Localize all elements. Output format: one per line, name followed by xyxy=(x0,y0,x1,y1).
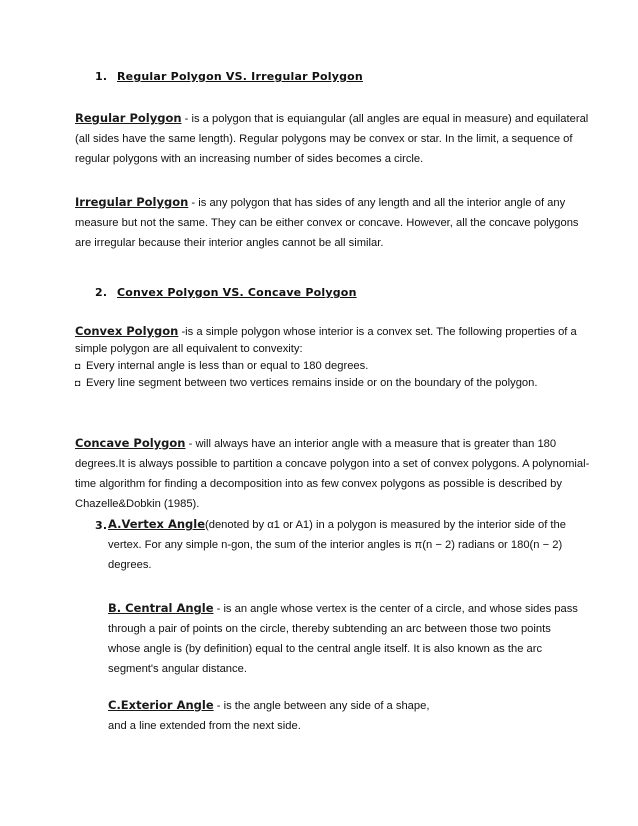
section-2-heading xyxy=(95,286,357,299)
paragraph-line: -is a simple polygon whose interior is a convex set. The following properties of a xyxy=(178,326,577,338)
section-3-number: 3. xyxy=(95,519,108,532)
bullet-item: ◘ Every line segment between two vertices remains inside or on the boundary of the polygon. xyxy=(75,375,563,392)
vertex-angle-paragraph xyxy=(108,514,566,575)
paragraph-line: are irregular because their interior angles cannot be all similar. xyxy=(75,237,384,249)
paragraph-line: (denoted by α1 or A1) in a polygon is measured by the interior side of the xyxy=(205,519,566,531)
paragraph-line: through a pair of points on the circle, thereby subtending an arc between those two points xyxy=(108,623,551,635)
term-irregular-polygon: Irregular Polygon xyxy=(75,195,189,209)
paragraph-line: degrees.It is always possible to partition a concave polygon into a set of convex polygons. A polynomial- xyxy=(75,458,590,470)
paragraph-line: degrees. xyxy=(108,559,152,571)
paragraph-line: measure but not the same. They can be either convex or concave. However, all the concave polygons xyxy=(75,217,579,229)
exterior-angle-paragraph xyxy=(108,695,563,736)
section-number: 1. xyxy=(95,70,108,83)
term-exterior-angle: C.Exterior Angle xyxy=(108,698,214,712)
paragraph-line: - will always have an interior angle with a measure that is greater than 180 xyxy=(185,438,557,450)
paragraph-line: segment's angular distance. xyxy=(108,663,247,675)
section-1-heading xyxy=(95,70,363,83)
bullet-item: ◘ Every internal angle is less than or equal to 180 degrees. xyxy=(75,358,563,375)
paragraph-line: regular polygons with an increasing number of sides becomes a circle. xyxy=(75,153,424,165)
concave-polygon-paragraph xyxy=(75,433,590,514)
term-vertex-angle: A.Vertex Angle xyxy=(108,517,206,531)
paragraph-line: vertex. For any simple n-gon, the sum of the interior angles is π(n − 2) radians or 180(n − 2) xyxy=(108,539,563,551)
paragraph-line: simple polygon are all equivalent to convexity: xyxy=(75,343,303,355)
paragraph-line: (all sides have the same length). Regular polygons may be convex or star. In the limit, a sequence of xyxy=(75,133,573,145)
section-title: Regular Polygon VS. Irregular Polygon xyxy=(117,70,363,83)
irregular-polygon-paragraph xyxy=(75,192,579,253)
paragraph-line: time algorithm for finding a decomposition into as few convex polygons as possible is described by xyxy=(75,478,562,490)
paragraph-line: and a line extended from the next side. xyxy=(108,720,301,732)
section-number: 2. xyxy=(95,286,108,299)
convex-polygon-paragraph xyxy=(75,323,577,392)
section-title: Convex Polygon VS. Concave Polygon xyxy=(117,286,357,299)
paragraph-line: - is an angle whose vertex is the center of a circle, and whose sides pass xyxy=(213,603,578,615)
term-convex-polygon: Convex Polygon xyxy=(75,324,179,338)
paragraph-line: - is any polygon that has sides of any length and all the interior angle of any xyxy=(188,197,566,209)
paragraph-line: Chazelle&Dobkin (1985). xyxy=(75,498,200,510)
central-angle-paragraph xyxy=(108,598,578,679)
bullet-icon: ◘ xyxy=(75,378,81,388)
paragraph-line: - is the angle between any side of a shape, xyxy=(213,700,430,712)
paragraph-line: whose angle is (by definition) equal to the central angle itself. It is also known as the arc xyxy=(108,643,543,655)
bullet-icon: ◘ xyxy=(75,361,81,371)
term-regular-polygon: Regular Polygon xyxy=(75,111,182,125)
term-central-angle: B. Central Angle xyxy=(108,601,214,615)
paragraph-line: - is a polygon that is equiangular (all angles are equal in measure) and equilateral xyxy=(181,113,589,125)
term-concave-polygon: Concave Polygon xyxy=(75,436,186,450)
regular-polygon-paragraph xyxy=(75,108,589,169)
